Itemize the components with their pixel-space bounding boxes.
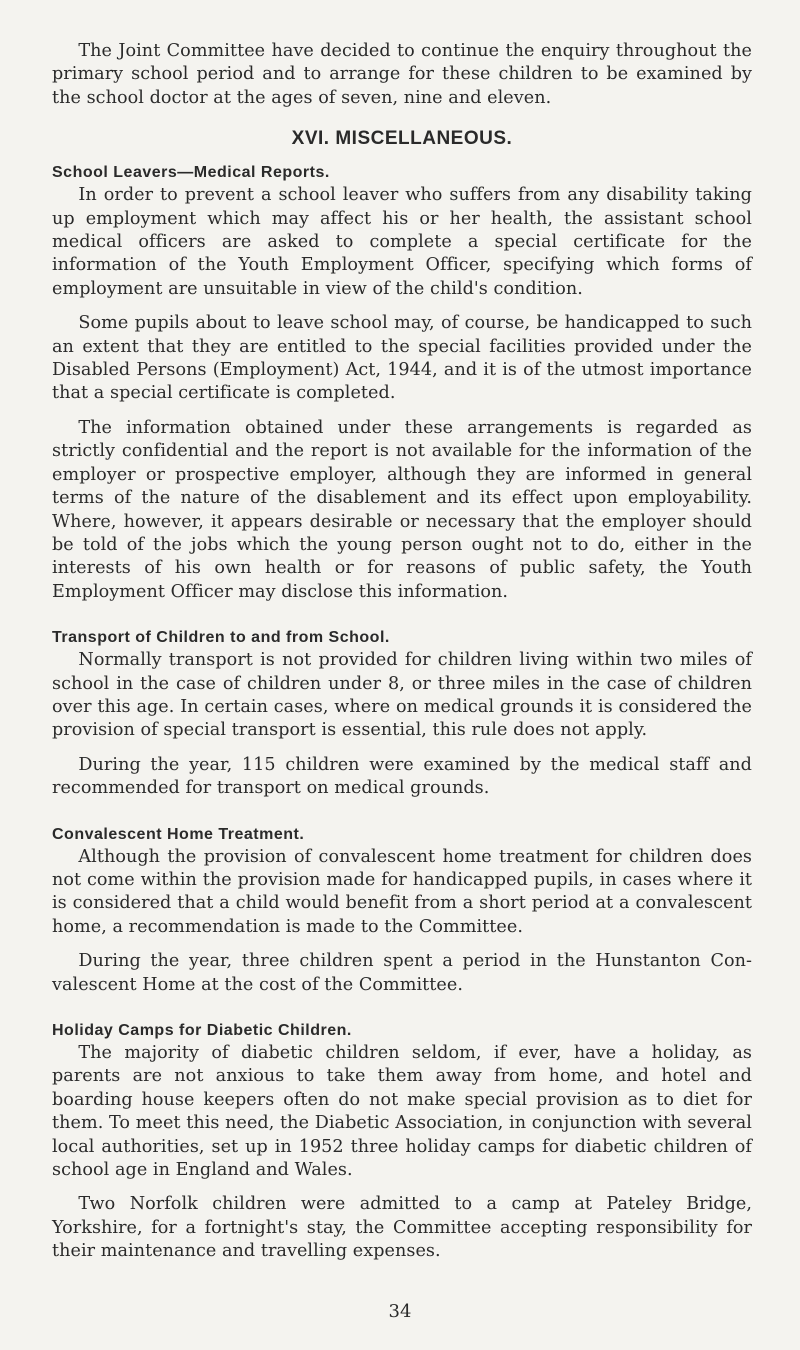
- paragraph: The majority of diabetic children seldom, if ever, have a holiday, as parents are not anxious to take them away from home, and hotel and boarding house keepers often do not make special provision as to diet for them. To meet this need, the Diabetic Association, in conjunction with several local authorities, set up in 1952 three holiday camps for diabetic children of school age in England and Wales.: [52, 1043, 752, 1181]
- paragraph: In order to prevent a school leaver who suffers from any disability taking up employment which may affect his or her health, the assistant school medical officers are asked to complete a special certificate for the information of the Youth Employment Officer, specifying which forms of employment are unsuitable in view of the child's condition.: [52, 185, 752, 299]
- paragraph: Normally transport is not provided for children living within two miles of school in the case of children under 8, or three miles in the case of children over this age. In certain cases, where on medical grounds it is considered the provision of special transport is essential, this rule does not apply.: [52, 650, 752, 741]
- heading-holiday-camps: Holiday Camps for Diabetic Children.: [52, 1022, 352, 1039]
- page-number: 34: [388, 1301, 412, 1322]
- intro-paragraph: The Joint Committee have decided to continue the enquiry throughout the primary school period and to arrange for these children to be examined by the school doctor at the ages of seven, nine and eleven.: [52, 41, 752, 108]
- heading-convalescent-home: Convalescent Home Treatment.: [52, 825, 305, 843]
- paragraph: Some pupils about to leave school may, of course, be handicapped to such an extent that they are entitled to the special facilities provided under the Disabled Persons (Employment) Act, 1944, and it is of the utmost importance that a special certificate is completed.: [52, 313, 752, 404]
- paragraph: During the year, 115 children were examined by the medical staff and recommended for transport on medical grounds.: [52, 754, 752, 799]
- heading-school-leavers: School Leavers—Medical Reports.: [52, 164, 330, 182]
- document-page: [52, 40, 752, 1264]
- paragraph: During the year, three children spent a period in the Hunstanton Con- valescent Home at the cost of the Committee.: [52, 951, 752, 995]
- paragraph: The information obtained under these arrangements is regarded as strictly confidential and the report is not available for the information of the employer or prospective employer, although they are informed in general terms of the nature of the disablement and its effect upon employability. Where, however, it appears desirable or necessary that the employer should be told of the jobs which the young person ought not to do, either in the interests of his own health or for reasons of public safety, the Youth Employment Officer may disclose this information.: [52, 417, 752, 602]
- paragraph: Although the provision of convalescent home treatment for children does not come within the provision made for handicapped pupils, in cases where it is considered that a child would benefit from a short period at a convalescent home, a recommendation is made to the Committee.: [52, 846, 752, 937]
- section-title: XVI. MISCELLANEOUS.: [291, 128, 513, 150]
- heading-transport: Transport of Children to and from School.: [52, 629, 390, 647]
- paragraph: Two Norfolk children were admitted to a camp at Pateley Bridge, Yorkshire, for a fortnight's stay, the Committee accepting responsibility for their maintenance and travelling expenses.: [52, 1194, 752, 1262]
